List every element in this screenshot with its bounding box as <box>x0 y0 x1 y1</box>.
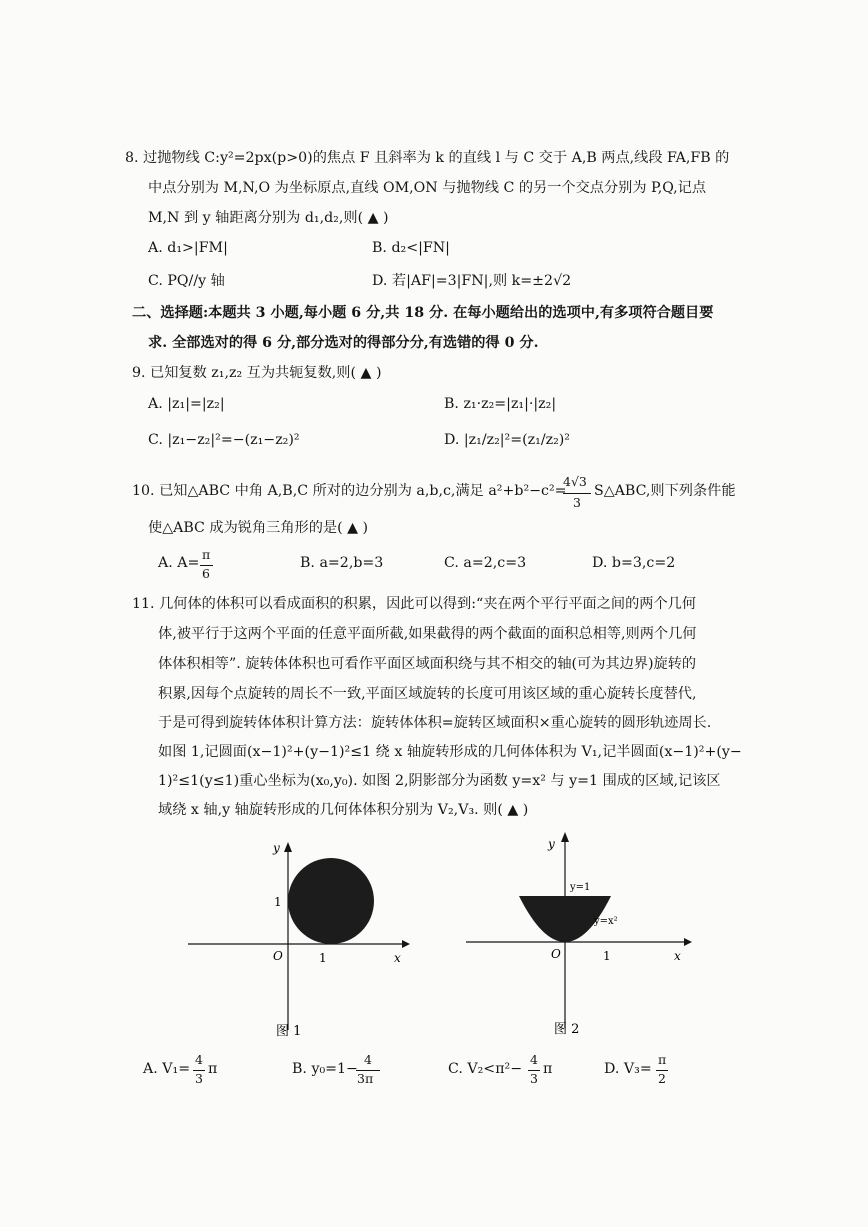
fig1-caption: 图 1 <box>276 1024 302 1039</box>
fig1-x-arrow-icon <box>402 940 410 948</box>
fig2-label-1x: 1 <box>603 949 611 963</box>
fig1-label-y: y <box>273 841 280 855</box>
q11-option-b-denominator: 3π <box>357 1071 374 1086</box>
q11-option-d-denominator: 2 <box>658 1071 666 1086</box>
q8-stem-line-2: 中点分别为 M,N,O 为坐标原点,直线 OM,ON 与抛物线 C 的另一个交点分别为 P,Q,记点 <box>148 180 707 196</box>
q11-stem-line-3: 体体积相等”. 旋转体体积也可看作平面区域面积绕与其不相交的轴(可为其边界)旋转的 <box>158 656 697 672</box>
q8-option-b: B. d₂<|FN| <box>372 240 450 256</box>
q10-stem-part-b: S△ABC,则下列条件能 <box>594 483 736 499</box>
q9-stem: 9. 已知复数 z₁,z₂ 互为共轭复数,则( ▲ ) <box>132 365 382 381</box>
fig1-label-x: x <box>394 951 401 965</box>
fig1-shaded-disk <box>288 858 374 944</box>
q11-stem-line-2: 体,被平行于这两个平面的任意平面所截,如果截得的两个截面的面积总相等,则两个几何 <box>158 626 697 642</box>
q11-option-c-tail: π <box>543 1061 553 1077</box>
q10-stem-line-2: 使△ABC 成为锐角三角形的是( ▲ ) <box>148 520 369 536</box>
q10-option-b: B. a=2,b=3 <box>300 555 384 571</box>
q8-stem-line-1: 8. 过抛物线 C:y²=2px(p>0)的焦点 F 且斜率为 k 的直线 l 与 C 交于 A,B 两点,线段 FA,FB 的 <box>125 150 730 166</box>
q10-option-a: A. A= <box>158 555 200 571</box>
q11-option-a-numerator: 4 <box>195 1052 203 1067</box>
fig2-caption: 图 2 <box>554 1022 580 1037</box>
q9-option-c: C. |z₁−z₂|²=−(z₁−z₂)² <box>148 432 300 448</box>
q9-option-b: B. z₁·z₂=|z₁|·|z₂| <box>444 396 557 412</box>
fig1-label-1x: 1 <box>319 951 327 965</box>
fig2-label-y-equals-x-squared: y=x² <box>594 916 618 927</box>
section-2-heading-line-1: 二、选择题:本题共 3 小题,每小题 6 分,共 18 分. 在每小题给出的选项中,有多项符合题目要 <box>132 305 714 321</box>
q9-option-d: D. |z₁/z₂|²=(z₁/z₂)² <box>444 432 570 448</box>
q11-option-d-numerator: π <box>658 1052 667 1067</box>
q11-stem-line-5: 于是可得到旋转体体积计算方法：旋转体体积=旋转区域面积×重心旋转的圆形轨迹周长. <box>158 715 712 731</box>
fig2-label-y-equals-1: y=1 <box>570 882 591 893</box>
q8-option-a: A. d₁>|FM| <box>148 240 228 256</box>
q10-fraction-bar <box>563 493 591 494</box>
fig2-y-arrow-icon <box>561 832 569 842</box>
q11-option-b: B. y₀=1− <box>292 1061 358 1077</box>
q9-option-a: A. |z₁|=|z₂| <box>148 396 225 412</box>
fig2-label-origin: O <box>551 947 561 961</box>
figure-1 <box>180 830 420 1045</box>
fig1-label-1y: 1 <box>274 895 282 909</box>
q11-stem-line-1: 11. 几何体的体积可以看成面积的积累，因此可以得到:“夹在两个平行平面之间的两个几何 <box>132 596 697 612</box>
q11-option-a: A. V₁= <box>143 1061 191 1077</box>
q8-option-d: D. 若|AF|=3|FN|,则 k=±2√2 <box>372 273 572 289</box>
q11-option-c: C. V₂<π²− <box>448 1061 523 1077</box>
fig2-label-x: x <box>674 949 681 963</box>
figure-2 <box>462 828 702 1043</box>
fig2-x-arrow-icon <box>684 938 692 946</box>
q10-fraction-denominator: 3 <box>573 495 581 510</box>
q10-fraction-numerator: 4√3 <box>563 474 587 489</box>
section-2-heading-line-2: 求. 全部选对的得 6 分,部分选对的得部分分,有选错的得 0 分. <box>148 335 539 351</box>
fig1-y-arrow-icon <box>284 842 292 852</box>
q11-option-a-denominator: 3 <box>195 1071 203 1086</box>
q11-option-c-denominator: 3 <box>530 1071 538 1086</box>
q11-option-c-numerator: 4 <box>530 1052 538 1067</box>
q11-stem-line-6: 如图 1,记圆面(x−1)²+(y−1)²≤1 绕 x 轴旋转形成的几何体体积为 V₁,记半圆面(x−1)²+(y− <box>158 744 742 760</box>
q10-option-a-numerator: π <box>202 547 211 562</box>
q10-stem-part-a: 10. 已知△ABC 中角 A,B,C 所对的边分别为 a,b,c,满足 a²+b²−c²= <box>132 483 567 499</box>
q10-option-a-denominator: 6 <box>202 566 210 581</box>
q11-option-d: D. V₃= <box>604 1061 652 1077</box>
q11-stem-line-4: 积累,因每个点旋转的周长不一致,平面区域旋转的长度可用该区域的重心旋转长度替代, <box>158 686 697 702</box>
q10-option-d: D. b=3,c=2 <box>592 555 676 571</box>
q11-option-b-numerator: 4 <box>364 1052 372 1067</box>
fig2-label-y: y <box>548 837 555 851</box>
q11-stem-line-8: 域绕 x 轴,y 轴旋转形成的几何体体积分别为 V₂,V₃. 则( ▲ ) <box>158 802 529 818</box>
q10-option-c: C. a=2,c=3 <box>444 555 527 571</box>
q8-option-c: C. PQ//y 轴 <box>148 273 225 289</box>
fig1-label-origin: O <box>273 949 283 963</box>
q11-option-a-tail: π <box>208 1061 218 1077</box>
q8-stem-line-3: M,N 到 y 轴距离分别为 d₁,d₂,则( ▲ ) <box>148 210 389 226</box>
q11-stem-line-7: 1)²≤1(y≤1)重心坐标为(x₀,y₀). 如图 2,阴影部分为函数 y=x² 与 y=1 围成的区域,记该区 <box>158 773 721 789</box>
